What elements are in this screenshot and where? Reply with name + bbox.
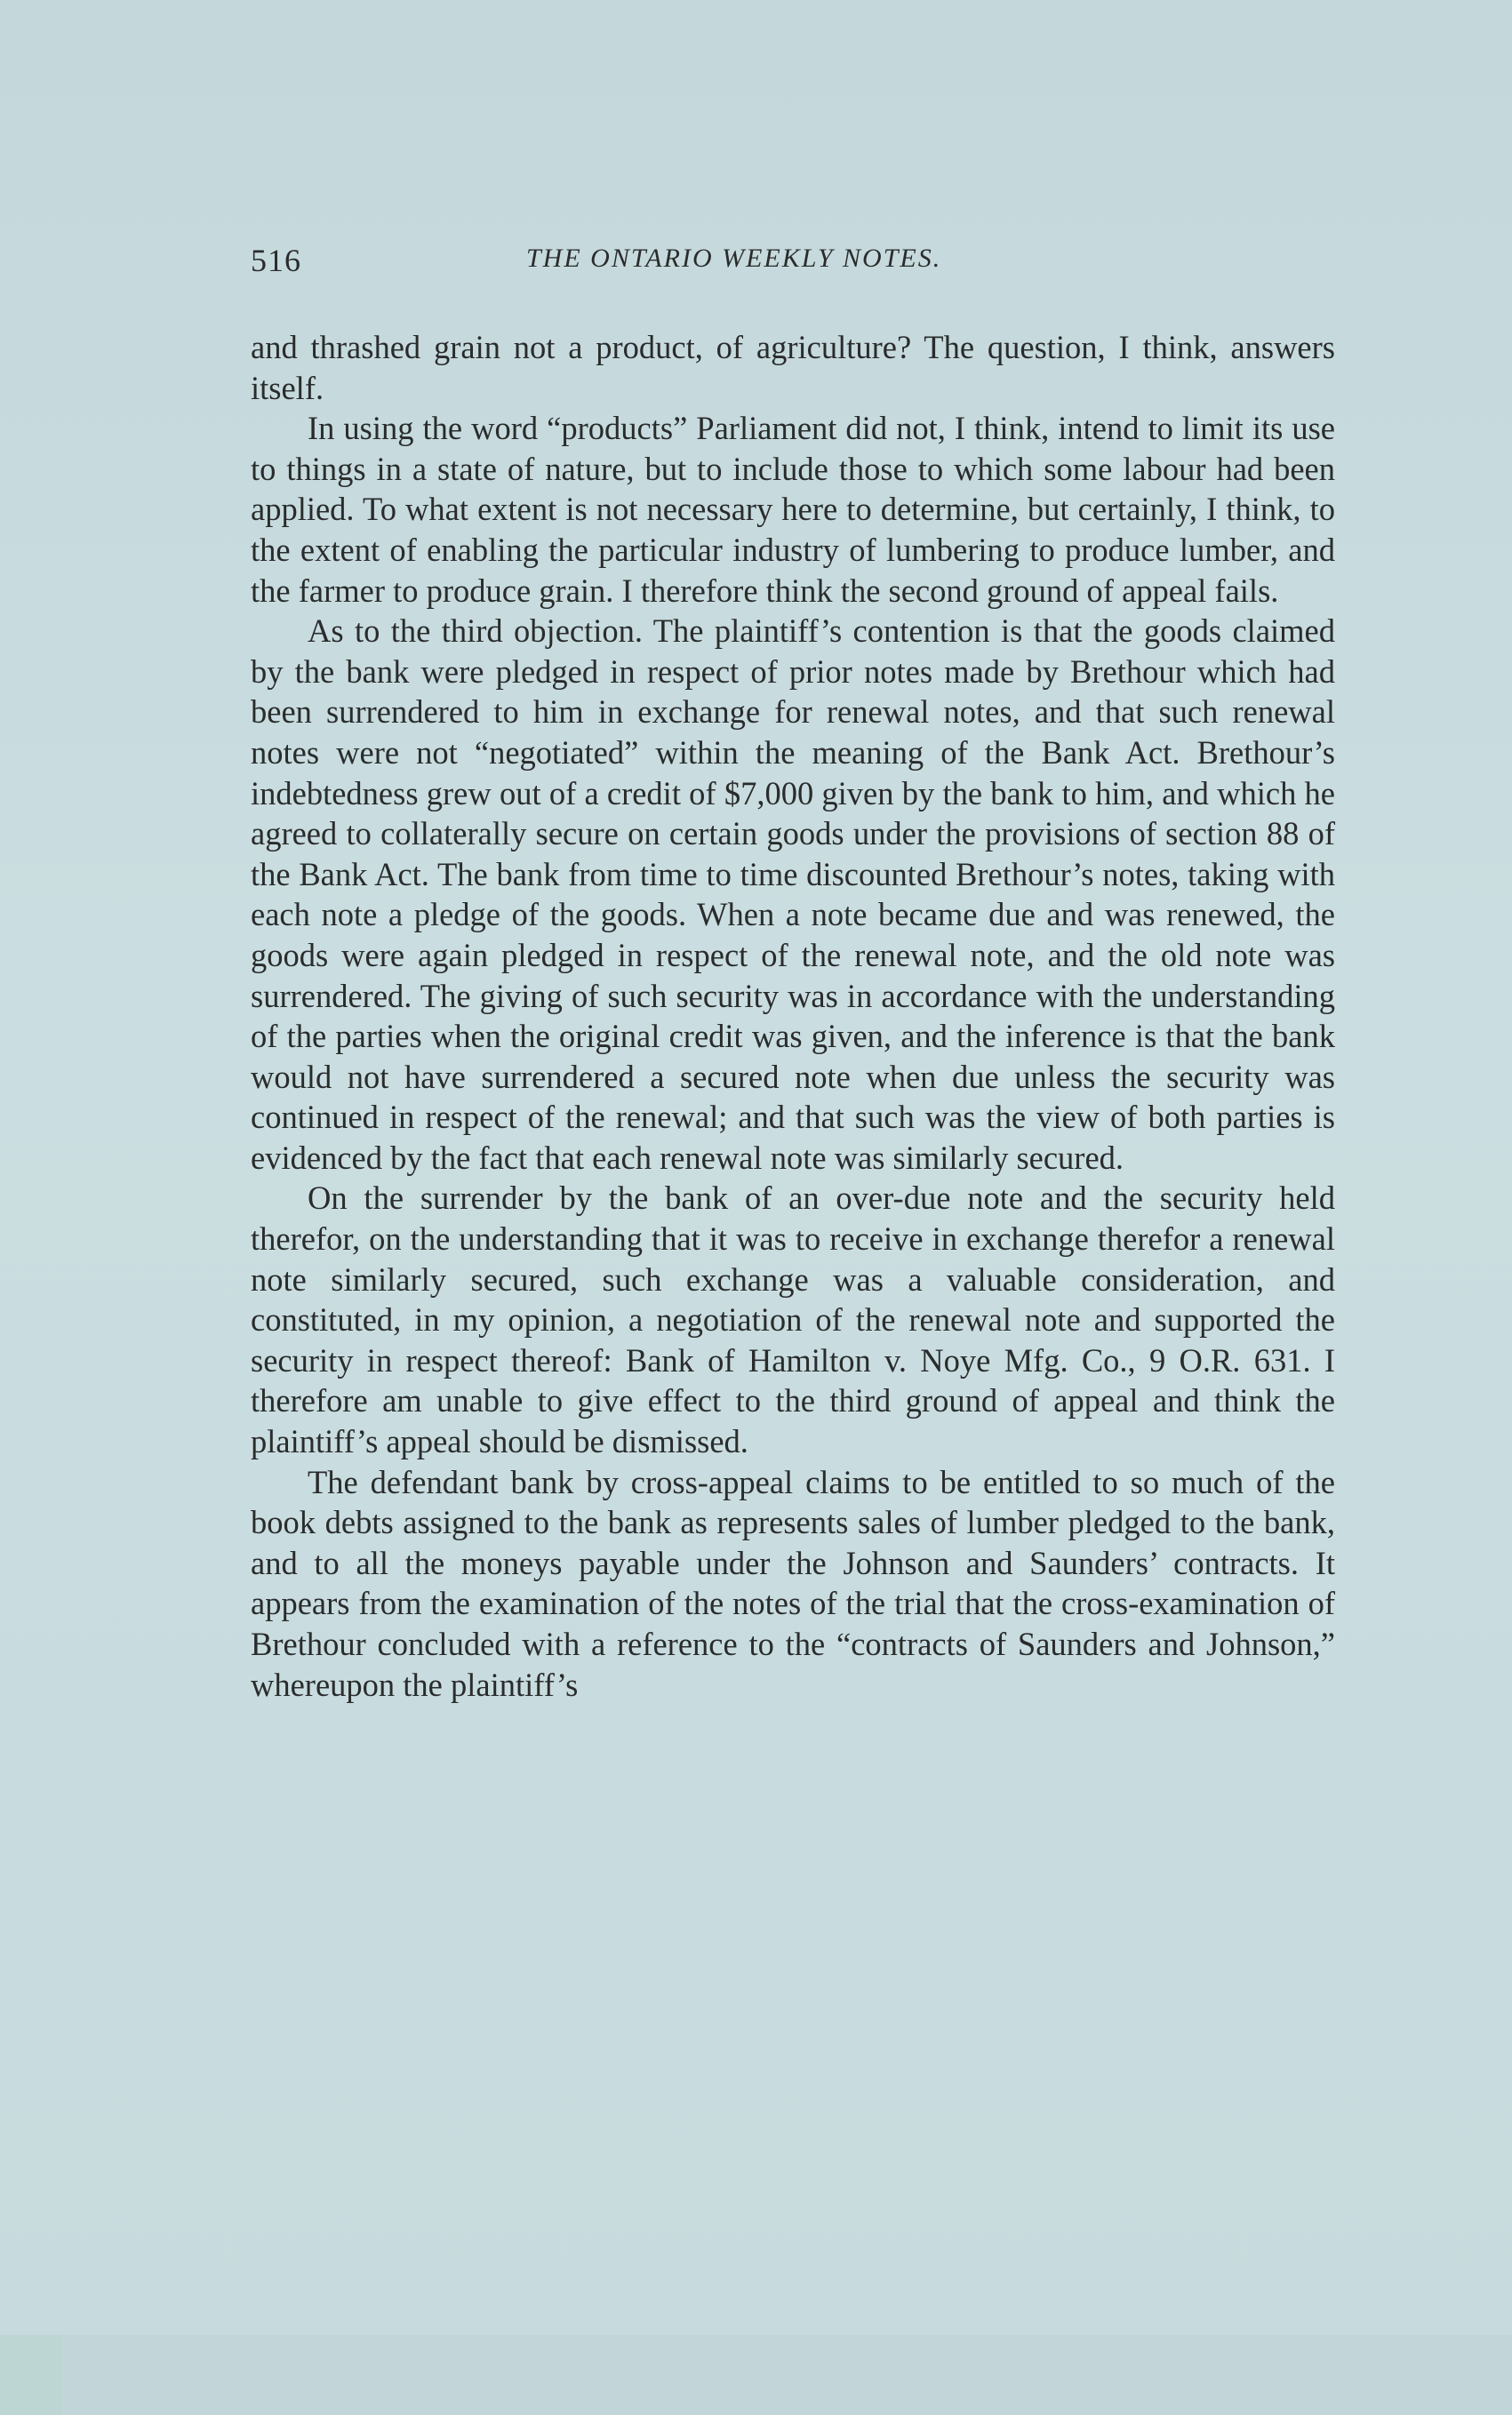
page-bottom-margin: [0, 2335, 1512, 2415]
paragraph: As to the third objection. The plaintiff’s contention is that the goods claimed by the bank were pledged in respect of prior notes made by Brethour which had been surrendered to him in exchange for renewal notes, and that such renewal notes were not “negotiated” within the meaning of the Bank Act. Brethour’s indebtedness grew out of a credit of $7,000 given by the bank to him, and which he agreed to collaterally secure on certain goods under the provisions of section 88 of the Bank Act. The bank from time to time discounted Brethour’s notes, taking with each note a pledge of the goods. When a note became due and was renewed, the goods were again pledged in respect of the renewal note, and the old note was surrendered. The giving of such security was in accordance with the understanding of the parties when the original credit was given, and the inference is that the bank would not have surrendered a secured note when due unless the security was continued in respect of the renewal; and that such was the view of both parties is evidenced by the fact that each renewal note was similarly secured.: [251, 612, 1335, 1176]
paragraph: In using the word “products” Parliament did not, I think, intend to limit its use to things in a state of nature, but to include those to which some labour had been applied. To what extent is not necessary here to determine, but certainly, I think, to the extent of enabling the particular industry of lumbering to produce lumber, and the farmer to produce grain. I therefore think the second ground of appeal fails.: [251, 410, 1335, 609]
running-head: THE ONTARIO WEEKLY NOTES.: [526, 244, 942, 273]
body-text: [251, 327, 1335, 1705]
paragraph: and thrashed grain not a product, of agriculture? The question, I think, answers itself.: [251, 329, 1335, 406]
page-header: [251, 242, 1335, 295]
paragraph: On the surrender by the bank of an over-due note and the security held therefor, on the understanding that it was to receive in exchange therefor a renewal note similarly secured, such exchange was a valuable consideration, and constituted, in my opinion, a negotiation of the renewal note and supported the security in respect thereof: Bank of Hamilton v. Noye Mfg. Co., 9 O.R. 631. I therefore am unable to give effect to the third ground of appeal and think the plaintiff’s appeal should be dismissed.: [251, 1180, 1335, 1460]
page-number: 516: [251, 243, 301, 278]
scan-edge: [0, 2335, 62, 2415]
paragraph: The defendant bank by cross-appeal claims to be entitled to so much of the book debts assigned to the bank as represents sales of lumber pledged to the bank, and to all the moneys payable under the Johnson and Saunders’ contracts. It appears from the examination of the notes of the trial that the cross-examination of Brethour concluded with a reference to the “contracts of Saunders and Johnson,” whereupon the plaintiff’s: [251, 1463, 1335, 1703]
